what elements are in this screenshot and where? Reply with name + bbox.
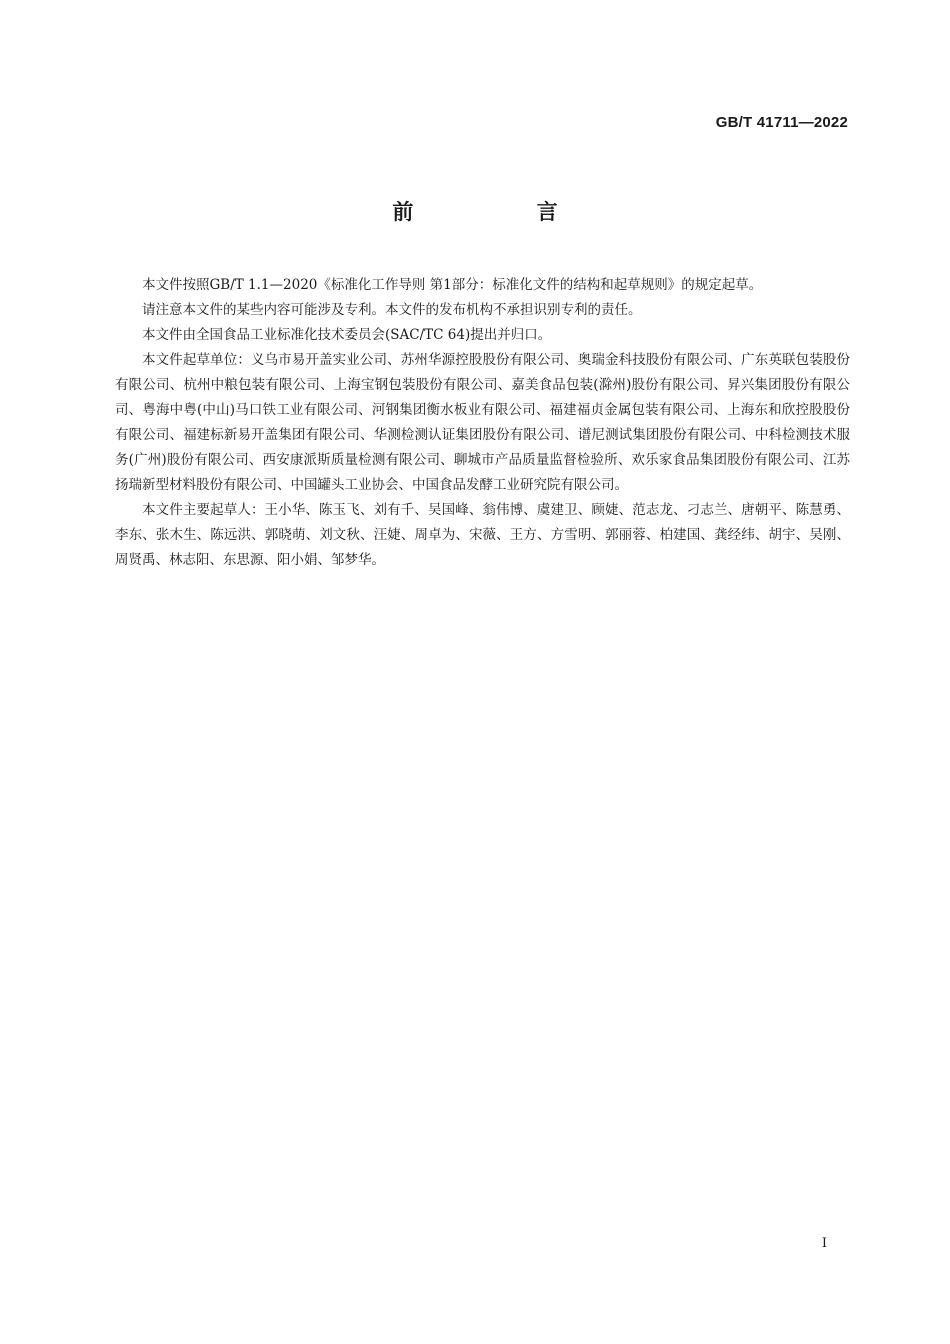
paragraph-drafting-units: 本文件起草单位：义乌市易开盖实业公司、苏州华源控股股份有限公司、奥瑞金科技股份有限公司、广东英联包装股份有限公司、杭州中粮包装有限公司、上海宝钢包装股份有限公司、嘉美食品包装(滁州)股份有限公司、昇兴集团股份有限公司、粤海中粤(中山)马口铁工业有限公司、河钢集团衡水板业有限公司、福建福贞金属包装有限公司、上海东和欣控股股份有限公司、福建标新易开盖集团有限公司、华测检测认证集团股份有限公司、谱尼测试集团股份有限公司、中科检测技术服务(广州)股份有限公司、西安康派斯质量检测有限公司、聊城市产品质量监督检验所、欢乐家食品集团股份有限公司、江苏扬瑞新型材料股份有限公司、中国罐头工业协会、中国食品发酵工业研究院有限公司。 [115,352,850,493]
foreword-body [115,273,850,573]
paragraph-committee: 本文件由全国食品工业标准化技术委员会(SAC/TC 64)提出并归口。 [142,327,552,343]
standard-number: GB/T 41711—2022 [715,114,848,131]
paragraph-drafting-rules: 本文件按照GB/T 1.1—2020《标准化工作导则 第1部分：标准化文件的结构和起草规则》的规定起草。 [142,277,763,293]
page-number: I [821,1236,827,1251]
page-title: 前 言 [392,200,616,224]
paragraph-patent-notice: 请注意本文件的某些内容可能涉及专利。本文件的发布机构不承担识别专利的责任。 [142,302,642,318]
paragraph-drafters: 本文件主要起草人：王小华、陈玉飞、刘有千、吴国峰、翁伟博、虞建卫、顾婕、范志龙、刁志兰、唐朝平、陈慧勇、李东、张木生、陈远洪、郭晓萌、刘文秋、汪婕、周卓为、宋薇、王方、方雪明、郭丽蓉、柏建国、龚经纬、胡宇、吴刚、周贤禹、林志阳、东思源、阳小娟、邹梦华。 [115,502,850,568]
